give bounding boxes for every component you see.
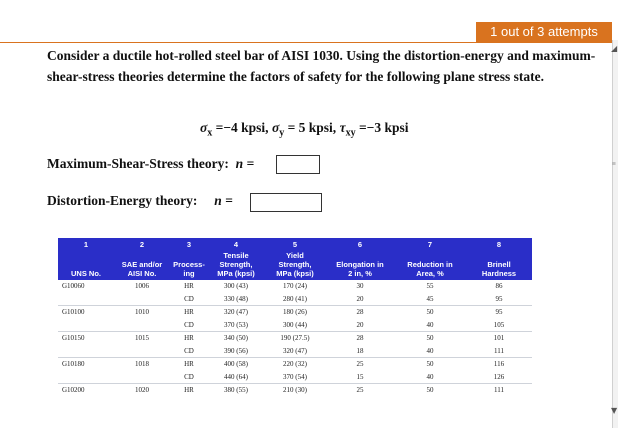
cell-elongation: 25: [326, 358, 394, 371]
cell-elongation: 20: [356, 294, 364, 303]
cell-sae: 1010: [114, 306, 170, 319]
header-reduction: [394, 250, 466, 280]
de-label-row: [47, 193, 233, 209]
cell-elongation: 25: [326, 384, 394, 397]
cell-yield: 370 (54): [283, 372, 307, 381]
cell-brinell: 111: [466, 384, 532, 397]
header-elongation: [326, 250, 394, 280]
cell-uns: G10200: [58, 384, 114, 397]
cell-reduction: 55: [426, 282, 434, 291]
cell-uns: [58, 345, 114, 358]
cell-brinell: 95: [466, 306, 532, 319]
cell-tensile: 330 (48): [224, 294, 248, 303]
cell-yield: 280 (41): [283, 294, 307, 303]
cell-sae: [114, 371, 170, 384]
table-row: [58, 345, 532, 358]
header-line: Elongation in: [336, 260, 384, 269]
tau-xy-value: =−3 kpsi: [355, 120, 409, 135]
header-line: Brinell: [487, 260, 511, 269]
header-yield: [264, 250, 326, 280]
mss-label: Maximum-Shear-Stress theory:: [47, 156, 229, 171]
cell-tensile: 390 (56): [224, 346, 248, 355]
header-line: MPa (kpsi): [217, 269, 255, 278]
cell-yield: 170 (24): [283, 282, 307, 291]
cell-elongation: 28: [326, 306, 394, 319]
cell-elongation: 30: [356, 282, 364, 291]
cell-brinell: 105: [493, 320, 505, 329]
cell-reduction: 45: [426, 294, 434, 303]
tau-xy-subscript: xy: [345, 127, 356, 139]
table-row: [58, 384, 532, 397]
table-row: [58, 358, 532, 371]
header-line: Area, %: [416, 269, 444, 278]
sigma-y-subscript: y: [279, 127, 285, 139]
table-row: [58, 332, 532, 345]
scrollbar[interactable]: [612, 40, 618, 428]
cell-elongation: 20: [356, 320, 364, 329]
cell-elongation: 15: [356, 372, 364, 381]
table-row: [58, 319, 532, 332]
de-n-label: n =: [214, 193, 233, 208]
col-number: 5: [264, 238, 326, 250]
header-line: Strength,: [278, 260, 312, 269]
cell-brinell: 101: [466, 332, 532, 345]
header-line: Reduction in: [407, 260, 453, 269]
steel-properties-table: [58, 238, 532, 397]
cell-process: HR: [170, 332, 208, 345]
cell-yield: 220 (32): [264, 358, 326, 371]
header-line: ing: [183, 269, 195, 278]
cell-yield: 300 (44): [283, 320, 307, 329]
scroll-grip-icon[interactable]: ≡: [612, 160, 616, 168]
col-number: 8: [466, 238, 532, 250]
cell-sae: [114, 345, 170, 358]
stress-state-equation: [200, 120, 408, 139]
cell-reduction: 50: [394, 358, 466, 371]
scroll-down-icon[interactable]: ▼: [611, 406, 618, 415]
cell-tensile: 300 (43): [224, 282, 248, 291]
table-row: [58, 280, 532, 293]
col-number: 2: [114, 238, 170, 250]
header-line: 2 in, %: [348, 269, 372, 278]
de-label: Distortion-Energy theory:: [47, 193, 198, 208]
cell-sae: 1006: [135, 282, 149, 291]
cell-reduction: 50: [394, 384, 466, 397]
cell-sae: 1015: [114, 332, 170, 345]
mss-n-label: n =: [235, 156, 255, 171]
tau-xy-symbol: τ: [339, 120, 346, 135]
cell-sae: [114, 293, 170, 306]
cell-elongation: 18: [356, 346, 364, 355]
header-uns: [58, 250, 114, 280]
col-number: 7: [394, 238, 466, 250]
header-line: AISI No.: [127, 269, 157, 278]
cell-brinell: 116: [466, 358, 532, 371]
cell-brinell: 111: [494, 346, 504, 355]
cell-process: CD: [184, 294, 194, 303]
header-uns-label: UNS No.: [71, 269, 101, 278]
cell-reduction: 40: [426, 320, 434, 329]
cell-tensile: 380 (55): [208, 384, 264, 397]
cell-tensile: 370 (53): [224, 320, 248, 329]
cell-uns: G10100: [58, 306, 114, 319]
header-line: MPa (kpsi): [276, 269, 314, 278]
table-row: [58, 306, 532, 319]
cell-sae: 1018: [114, 358, 170, 371]
cell-process: HR: [170, 384, 208, 397]
column-header-row: [58, 250, 532, 280]
cell-process: HR: [170, 358, 208, 371]
sigma-x-symbol: σ: [200, 120, 208, 135]
cell-elongation: 28: [326, 332, 394, 345]
sigma-y-symbol: σ: [271, 120, 280, 135]
scroll-up-icon[interactable]: ◢: [611, 44, 618, 53]
col-number: 3: [170, 238, 208, 250]
cell-process: CD: [184, 372, 194, 381]
header-tensile: [208, 250, 264, 280]
cell-uns: G10150: [58, 332, 114, 345]
cell-brinell: 95: [495, 294, 503, 303]
sigma-x-subscript: x: [207, 127, 213, 139]
header-line: Tensile: [223, 251, 249, 260]
header-line: Hardness: [481, 269, 517, 278]
cell-yield: 180 (26): [264, 306, 326, 319]
cell-tensile: 320 (47): [208, 306, 264, 319]
cell-yield: 210 (30): [264, 384, 326, 397]
cell-brinell: 86: [495, 282, 503, 291]
cell-sae: [114, 319, 170, 332]
cell-reduction: 40: [426, 372, 434, 381]
col-number: 1: [58, 238, 114, 250]
cell-yield: 190 (27.5): [264, 332, 326, 345]
cell-uns: [58, 371, 114, 384]
cell-brinell: 126: [493, 372, 505, 381]
header-sae: [114, 250, 170, 280]
cell-reduction: 40: [426, 346, 434, 355]
header-line: Yield: [286, 251, 304, 260]
column-number-row: [58, 238, 532, 250]
cell-tensile: 400 (58): [208, 358, 264, 371]
cell-tensile: 440 (64): [224, 372, 248, 381]
header-line: SAE and/or: [121, 260, 163, 269]
cell-process: CD: [184, 346, 194, 355]
question-text: Consider a ductile hot-rolled steel bar of AISI 1030. Using the distortion-energy and maximum-shear-stress theories determine the factors of safety for the following plane stress state.: [47, 48, 596, 84]
cell-tensile: 340 (50): [208, 332, 264, 345]
header-divider: [0, 42, 612, 43]
table-row: [58, 293, 532, 306]
mss-label-row: [47, 156, 254, 172]
cell-process: CD: [184, 320, 194, 329]
cell-sae: 1020: [114, 384, 170, 397]
cell-uns: G10180: [58, 358, 114, 371]
header-line: Strength,: [219, 260, 253, 269]
sigma-y-value: = 5 kpsi,: [284, 120, 340, 135]
header-process: [170, 250, 208, 280]
header-line: Process-: [173, 260, 205, 269]
header-brinell: [466, 250, 532, 280]
cell-process: HR: [170, 306, 208, 319]
attempts-badge: 1 out of 3 attempts: [476, 22, 612, 42]
cell-yield: 320 (47): [283, 346, 307, 355]
mss-answer-input[interactable]: [276, 155, 320, 174]
col-number: 4: [208, 238, 264, 250]
de-answer-input[interactable]: [250, 193, 322, 212]
col-number: 6: [326, 238, 394, 250]
cell-uns: [58, 293, 114, 306]
cell-uns: G10060: [62, 282, 85, 291]
cell-process: HR: [184, 282, 194, 291]
cell-uns: [58, 319, 114, 332]
cell-reduction: 50: [394, 332, 466, 345]
sigma-x-value: =−4 kpsi,: [212, 120, 272, 135]
table-row: [58, 371, 532, 384]
cell-reduction: 50: [394, 306, 466, 319]
